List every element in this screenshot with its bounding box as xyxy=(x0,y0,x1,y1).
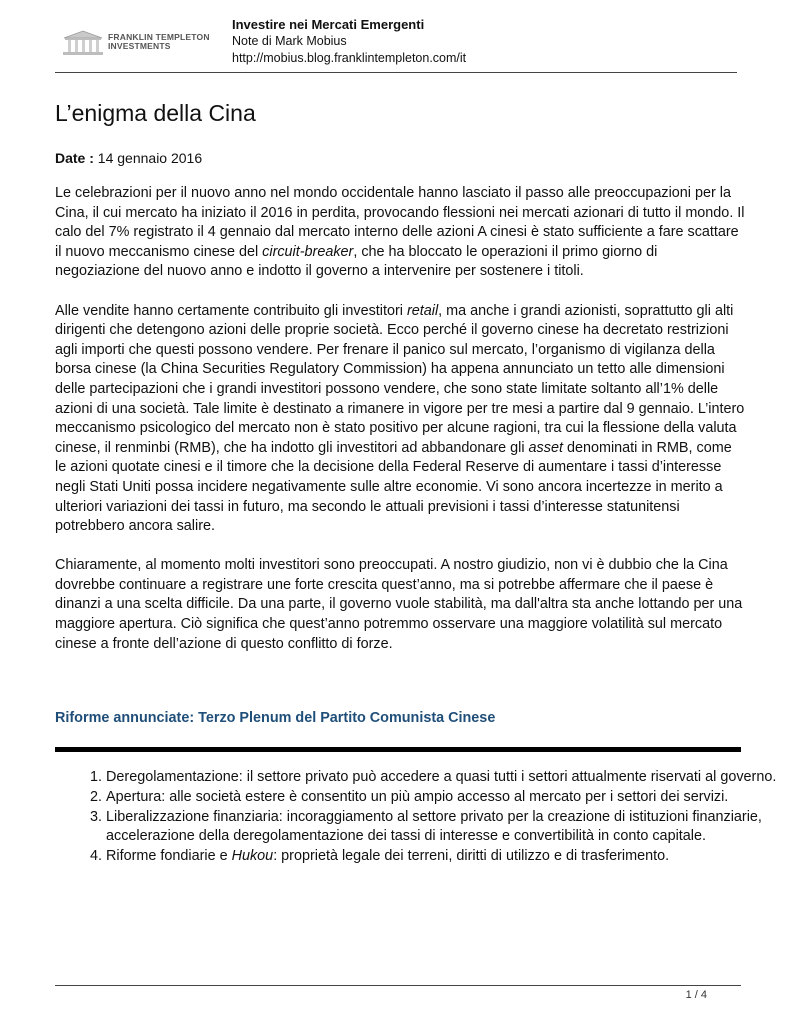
article-date xyxy=(55,150,202,166)
logo-text-line2: INVESTMENTS xyxy=(108,41,171,51)
list-item: 2. Apertura: alle società estere è consentito un più ampio accesso al mercato per i settori dei servizi. xyxy=(106,788,791,807)
reforms-subheading: Riforme annunciate: Terzo Plenum del Partito Comunista Cinese xyxy=(55,710,496,726)
footer-divider xyxy=(55,985,741,986)
article-body xyxy=(55,184,745,674)
blog-title: Investire nei Mercati Emergenti xyxy=(232,17,425,32)
list-item: 1. Deregolamentazione: il settore privato può accedere a quasi tutti i settori attualmente riservati al governo. xyxy=(106,768,791,787)
paragraph-1: Le celebrazioni per il nuovo anno nel mondo occidentale hanno lasciato il passo alle preoccupazioni per la Cina, il cui mercato ha iniziato il 2016 in perdita, provocando flessioni nei mercati azionari di tutto il mondo. Il calo del 7% registrato il 4 gennaio dal mercato interno delle azioni A cinesi è stato sufficiente a fare scattare il nuovo meccanismo cinese del circuit-breaker, che ha bloccato le operazioni il primo giorno di negoziazione del nuovo anno e indotto il governo a intervenire per sostenere i titoli. xyxy=(55,185,745,280)
list-item: 4. Riforme fondiarie e Hukou: proprietà legale dei terreni, diritti di utilizzo e di trasferimento. xyxy=(106,847,791,866)
paragraph-3: Chiaramente, al momento molti investitori sono preoccupati. A nostro giudizio, non vi è dubbio che la Cina dovrebbe continuare a registrare une forte crescita quest’anno, ma si potrebbe affermare che il paese è dinanzi a una scelta difficile. Da una parte, il governo vuole stabilità, ma dall'altra sta anche lottando per una maggiore apertura. Ciò significa che quest’anno potremmo osservare una maggiore volatilità sul mercato cinese a fronte dell’azione di questo conflitto di forze. xyxy=(55,557,743,652)
article-title: L’enigma della Cina xyxy=(55,100,256,126)
reforms-list xyxy=(54,768,791,866)
temple-logo-icon xyxy=(60,30,106,56)
list-item: 3. Liberalizzazione finanziaria: incoraggiamento al settore privato per la creazione di istituzioni finanziarie, accelerazione della deregolamentazione dei tassi di interesse e convertibilità in conto capitale. xyxy=(106,808,791,847)
blog-url[interactable]: http://mobius.blog.franklintempleton.com/it xyxy=(232,51,467,65)
page-header xyxy=(55,14,737,72)
section-divider xyxy=(55,747,741,752)
blog-subtitle: Note di Mark Mobius xyxy=(232,34,347,48)
franklin-templeton-logo xyxy=(60,30,215,56)
paragraph-2: Alle vendite hanno certamente contribuito gli investitori retail, ma anche i grandi azionisti, soprattutto gli alti dirigenti che detengono azioni delle proprie società. Ecco perché il governo cinese ha decretato restrizioni agli importi che questi possono vendere. Per frenare il panico sul mercato, l’organismo di vigilanza della borsa cinese (la China Securities Regulatory Commission) ha appena annunciato un tetto alle dimensioni delle partecipazioni che i grandi investitori possono vendere, che sono state limitate soltanto all’1% delle azioni di una società. Tale limite è destinato a rimanere in vigore per tre mesi a partire dal 9 gennaio. L’intero meccanismo psicologico del mercato non è stato positivo per alcune ragioni, tra cui la flessione della valuta cinese, il renminbi (RMB), che ha indotto gli investitori ad abbandonare gli asset denominati in RMB, come le azioni quotate cinesi e il timore che la decisione della Federal Reserve di aumentare i tassi d’interesse negli Stati Uniti possa incidere negativamente sulle altre economie. Vi sono ancora incertezze in merito a ulteriori variazioni dei tassi in futuro, ma secondo le attuali previsioni i tassi d’interesse statunitensi potrebbero ancora salire. xyxy=(55,302,745,535)
logo-text-line1: FRANKLIN TEMPLETON xyxy=(108,32,210,42)
date-value: 14 gennaio 2016 xyxy=(97,150,203,166)
header-divider xyxy=(55,72,737,73)
date-label: Date : xyxy=(55,150,94,166)
page-indicator: 1 / 4 xyxy=(685,989,707,1001)
